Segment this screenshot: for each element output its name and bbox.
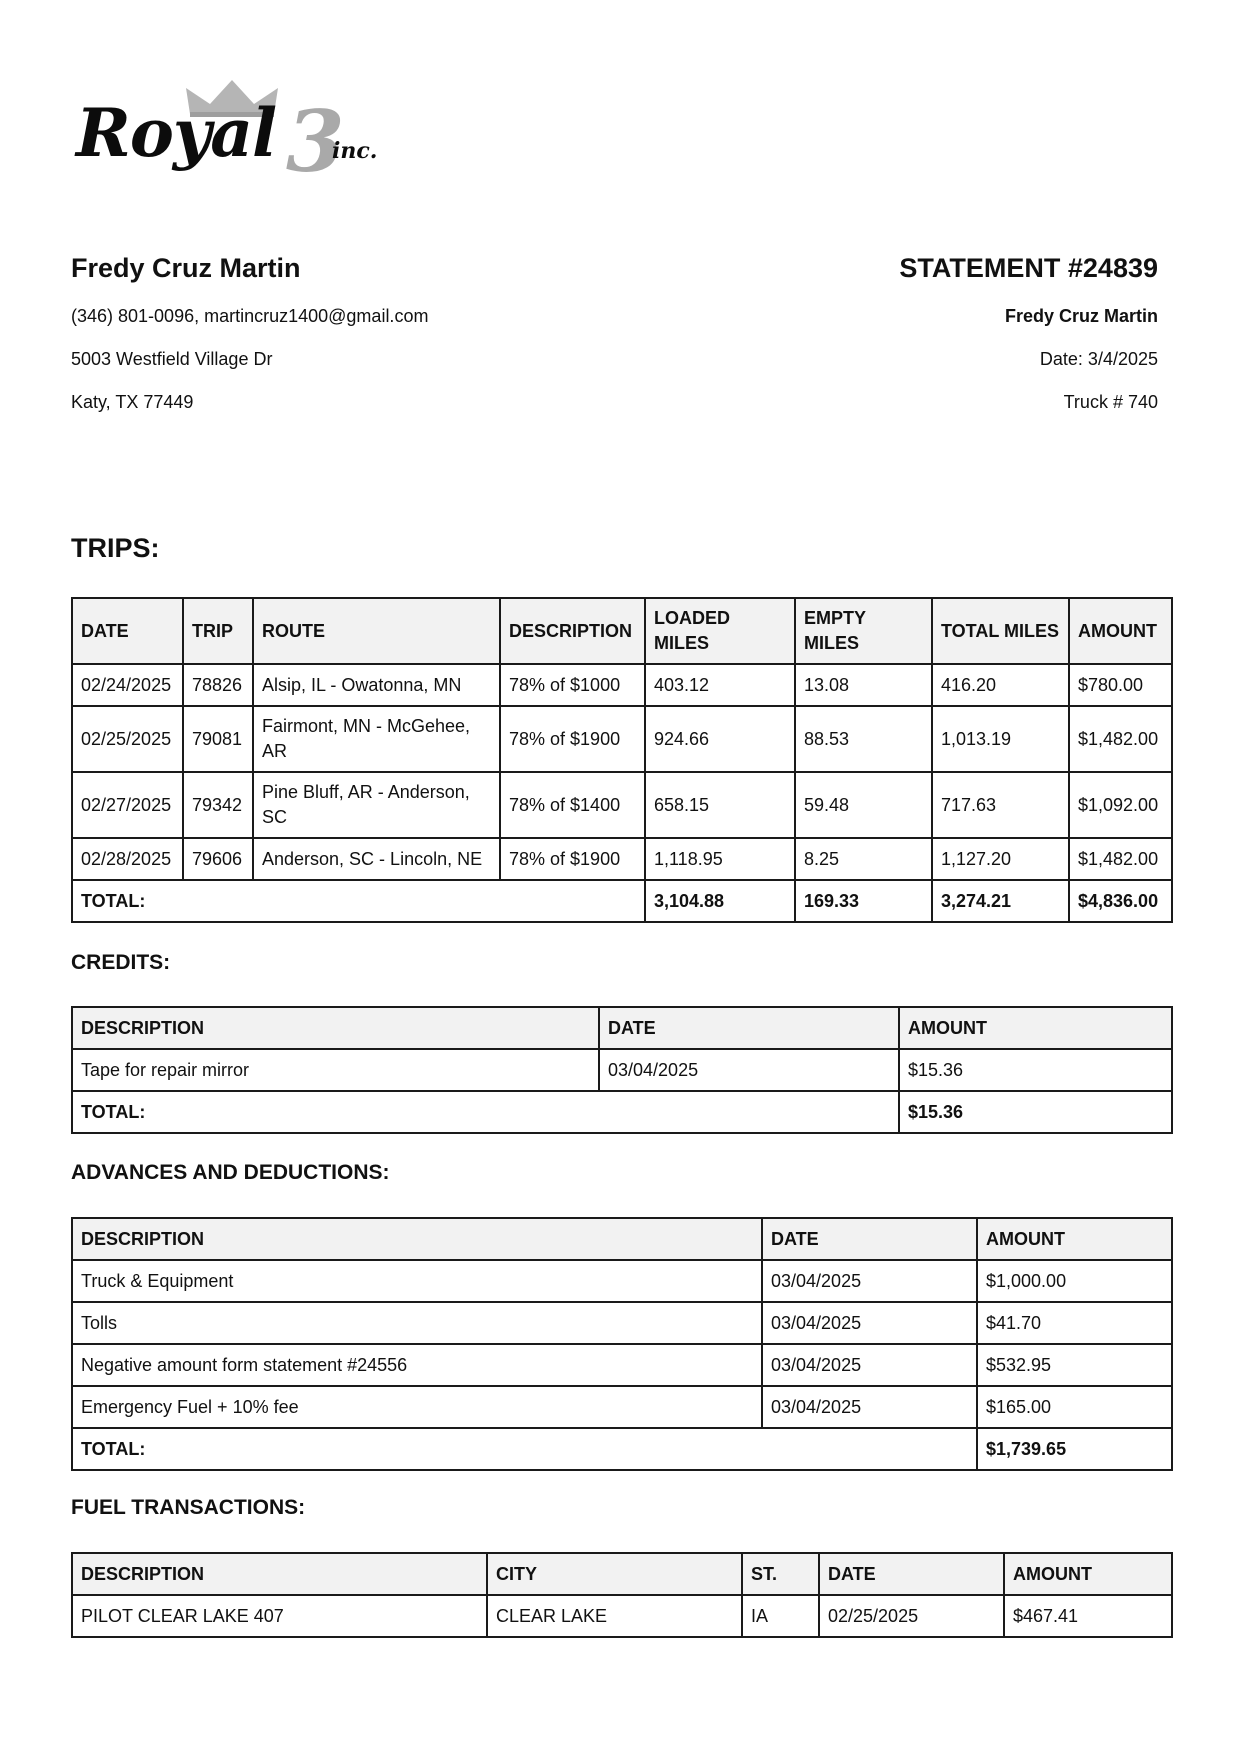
deduction-amount: $532.95: [977, 1344, 1172, 1386]
trip-total-miles: 1,127.20: [932, 838, 1069, 880]
statement-driver-name: Fredy Cruz Martin: [1004, 306, 1158, 326]
trip-description: 78% of $1900: [500, 838, 645, 880]
trip-total-miles: 717.63: [932, 772, 1069, 838]
trip-number: 78826: [183, 664, 253, 706]
driver-contact: (346) 801-0096, martincruz1400@gmail.com: [71, 306, 429, 326]
statement-truck: Truck # 740: [1063, 392, 1158, 412]
fuel-city: CLEAR LAKE: [487, 1595, 742, 1637]
fuel-header-amount: AMOUNT: [1004, 1553, 1172, 1595]
trip-amount: $780.00: [1069, 664, 1172, 706]
trips-header-description: DESCRIPTION: [500, 598, 645, 664]
fuel-title: FUEL TRANSACTIONS:: [71, 1496, 306, 1519]
fuel-header-city: CITY: [487, 1553, 742, 1595]
deduction-amount: $41.70: [977, 1302, 1172, 1344]
trips-header-date: DATE: [72, 598, 183, 664]
trips-total-loaded: 3,104.88: [645, 880, 795, 922]
fuel-description: PILOT CLEAR LAKE 407: [72, 1595, 487, 1637]
trips-header-loaded-miles: LOADED MILES: [645, 598, 795, 664]
fuel-header-state: ST.: [742, 1553, 819, 1595]
trip-route: Anderson, SC - Lincoln, NE: [253, 838, 500, 880]
table-row: [72, 1386, 1172, 1428]
deduction-date: 03/04/2025: [762, 1344, 977, 1386]
deduction-description: Negative amount form statement #24556: [72, 1344, 762, 1386]
trips-header-route: ROUTE: [253, 598, 500, 664]
driver-info: [71, 252, 428, 435]
trip-description: 78% of $1000: [500, 664, 645, 706]
table-row: [72, 664, 1172, 706]
trip-number: 79342: [183, 772, 253, 838]
trips-table: [71, 597, 1173, 923]
logo-suffix: inc.: [332, 138, 378, 164]
credit-amount: $15.36: [899, 1049, 1172, 1091]
driver-address-line1: 5003 Westfield Village Dr: [71, 349, 273, 369]
deduction-amount: $1,000.00: [977, 1260, 1172, 1302]
driver-address-line2: Katy, TX 77449: [71, 392, 194, 412]
fuel-state: IA: [742, 1595, 819, 1637]
deductions-total-amount: $1,739.65: [977, 1428, 1172, 1470]
trip-loaded-miles: 924.66: [645, 706, 795, 772]
trip-date: 02/25/2025: [72, 706, 183, 772]
trips-header-trip: TRIP: [183, 598, 253, 664]
fuel-date: 02/25/2025: [819, 1595, 1004, 1637]
table-row: [72, 772, 1172, 838]
trip-route: Alsip, IL - Owatonna, MN: [253, 664, 500, 706]
trip-date: 02/27/2025: [72, 772, 183, 838]
trip-number: 79606: [183, 838, 253, 880]
deduction-description: Truck & Equipment: [72, 1260, 762, 1302]
trip-description: 78% of $1900: [500, 706, 645, 772]
trip-date: 02/24/2025: [72, 664, 183, 706]
statement-date: Date: 3/4/2025: [1039, 349, 1158, 369]
fuel-amount: $467.41: [1004, 1595, 1172, 1637]
trip-description: 78% of $1400: [500, 772, 645, 838]
deductions-header-row: [72, 1218, 1172, 1260]
logo-brand-text: Royal: [76, 94, 277, 172]
table-row: [72, 706, 1172, 772]
deduction-description: Emergency Fuel + 10% fee: [72, 1386, 762, 1428]
trip-empty-miles: 88.53: [795, 706, 932, 772]
credits-total-label: TOTAL:: [72, 1091, 899, 1133]
credits-header-date: DATE: [599, 1007, 899, 1049]
trips-total-row: [72, 880, 1172, 922]
statement-title: STATEMENT #24839: [899, 253, 1158, 283]
trip-date: 02/28/2025: [72, 838, 183, 880]
deductions-header-date: DATE: [762, 1218, 977, 1260]
credits-total-row: [72, 1091, 1172, 1133]
trips-header-amount: AMOUNT: [1069, 598, 1172, 664]
trips-title: TRIPS:: [71, 533, 160, 563]
deductions-title: ADVANCES AND DEDUCTIONS:: [71, 1161, 390, 1184]
table-row: [72, 838, 1172, 880]
trip-loaded-miles: 403.12: [645, 664, 795, 706]
deductions-table: [71, 1217, 1173, 1471]
table-row: [72, 1302, 1172, 1344]
deduction-date: 03/04/2025: [762, 1386, 977, 1428]
trip-amount: $1,092.00: [1069, 772, 1172, 838]
table-row: [72, 1344, 1172, 1386]
trips-header-empty-miles: EMPTY MILES: [795, 598, 932, 664]
trip-amount: $1,482.00: [1069, 838, 1172, 880]
deductions-total-label: TOTAL:: [72, 1428, 977, 1470]
trip-amount: $1,482.00: [1069, 706, 1172, 772]
statement-info: [899, 252, 1158, 435]
trip-empty-miles: 8.25: [795, 838, 932, 880]
trip-empty-miles: 59.48: [795, 772, 932, 838]
table-row: [72, 1260, 1172, 1302]
trips-total-label: TOTAL:: [72, 880, 645, 922]
deductions-total-row: [72, 1428, 1172, 1470]
fuel-header-date: DATE: [819, 1553, 1004, 1595]
trip-total-miles: 416.20: [932, 664, 1069, 706]
credits-total-amount: $15.36: [899, 1091, 1172, 1133]
credits-table: [71, 1006, 1173, 1134]
trip-loaded-miles: 658.15: [645, 772, 795, 838]
fuel-header-description: DESCRIPTION: [72, 1553, 487, 1595]
trip-loaded-miles: 1,118.95: [645, 838, 795, 880]
fuel-table: [71, 1552, 1173, 1638]
credits-header-amount: AMOUNT: [899, 1007, 1172, 1049]
deductions-header-amount: AMOUNT: [977, 1218, 1172, 1260]
credit-date: 03/04/2025: [599, 1049, 899, 1091]
credit-description: Tape for repair mirror: [72, 1049, 599, 1091]
deduction-amount: $165.00: [977, 1386, 1172, 1428]
trip-empty-miles: 13.08: [795, 664, 932, 706]
trips-header-row: [72, 598, 1172, 664]
table-row: [72, 1595, 1172, 1637]
credits-header-row: [72, 1007, 1172, 1049]
logo-number: 3: [286, 92, 345, 191]
trips-total-amount: $4,836.00: [1069, 880, 1172, 922]
trips-header-total-miles: TOTAL MILES: [932, 598, 1069, 664]
credits-title: CREDITS:: [71, 951, 171, 974]
fuel-header-row: [72, 1553, 1172, 1595]
deduction-date: 03/04/2025: [762, 1302, 977, 1344]
deduction-date: 03/04/2025: [762, 1260, 977, 1302]
table-row: [72, 1049, 1172, 1091]
driver-name: Fredy Cruz Martin: [71, 253, 301, 283]
trip-route: Pine Bluff, AR - Anderson, SC: [253, 772, 500, 838]
trips-total-miles: 3,274.21: [932, 880, 1069, 922]
company-logo: [76, 78, 386, 191]
trip-number: 79081: [183, 706, 253, 772]
trip-route: Fairmont, MN - McGehee, AR: [253, 706, 500, 772]
deductions-header-description: DESCRIPTION: [72, 1218, 762, 1260]
deduction-description: Tolls: [72, 1302, 762, 1344]
trip-total-miles: 1,013.19: [932, 706, 1069, 772]
trips-total-empty: 169.33: [795, 880, 932, 922]
credits-header-description: DESCRIPTION: [72, 1007, 599, 1049]
